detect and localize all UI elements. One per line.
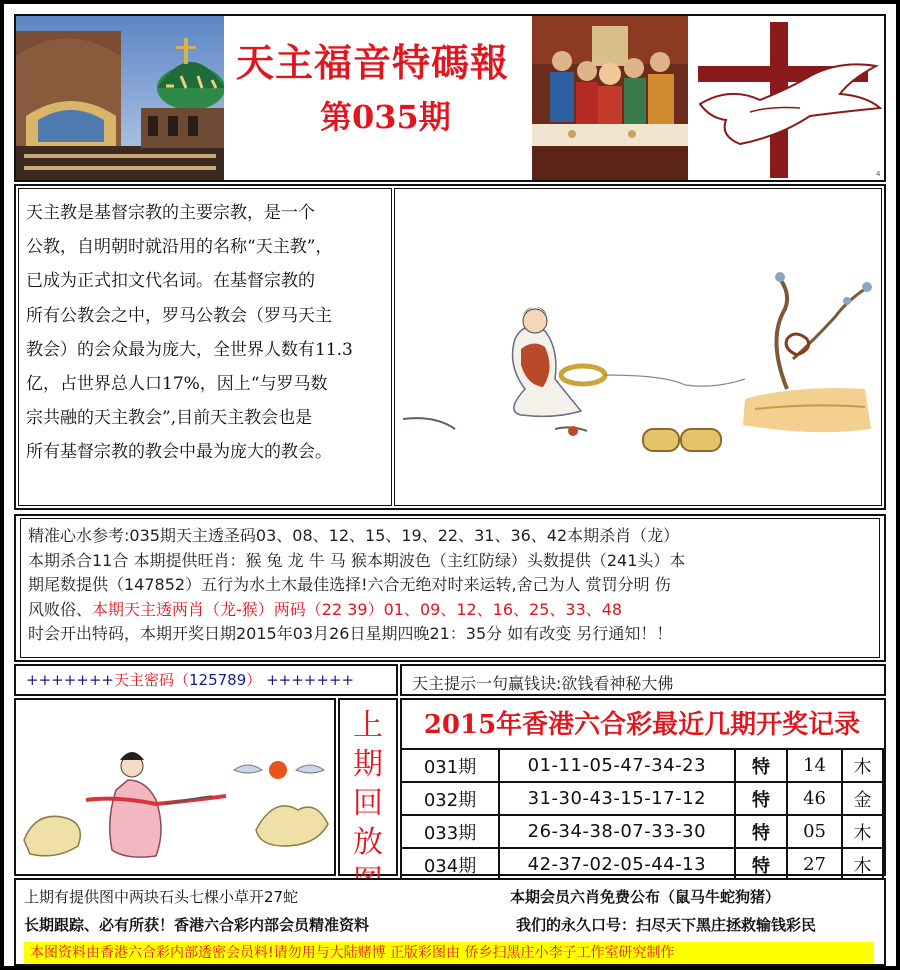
- special-label-cell: 特: [735, 782, 788, 815]
- secret-prefix: +++++++: [26, 671, 114, 689]
- intro-line: 宗共融的天主教会”,目前天主教会也是: [26, 408, 313, 429]
- period-cell: 031期: [401, 749, 499, 782]
- intro-line: 所有公教会之中，罗马公教会（罗马天主: [26, 305, 332, 326]
- footer-left-2: 长期跟踪、必有所获！香港六合彩内部会员精准资料: [24, 916, 370, 934]
- footer-right-1: 本期会员六肖免费公布（鼠马牛蛇狗猪）: [510, 888, 781, 906]
- last-issue-image-box: [14, 698, 336, 876]
- footer-highlight: 本图资料由香港六合彩内部透密会员料!请勿用与大陆赌博 正版彩图由 侨乡扫黑庄小李子工作室研究制作: [24, 942, 874, 964]
- element-cell: 木: [842, 749, 883, 782]
- info-text-highlight: 本期天主透两肖（龙-猴）两码（22 39）01、09、12、16、25、33、48: [92, 599, 623, 619]
- illustration-box: [394, 188, 882, 506]
- secret-suffix: +++++++: [266, 671, 355, 689]
- woman-weaving-illustration: [395, 189, 879, 503]
- table-row: [401, 782, 883, 815]
- intro-line: 教会）的会众最为庞大，全世界人数有11.3: [26, 339, 353, 360]
- special-number-cell: 46: [787, 782, 842, 815]
- fairy-illustration: [16, 700, 334, 874]
- records-table: [400, 748, 884, 882]
- last-issue-label: 上 期 回 放: [353, 708, 383, 860]
- element-cell: 木: [842, 815, 883, 848]
- issue-number: 第035期: [320, 98, 451, 136]
- secret-code: 125789: [189, 671, 247, 689]
- numbers-cell: 31-30-43-15-17-12: [499, 782, 735, 815]
- table-row: [401, 815, 883, 848]
- info-line: 时会开出特码，本期开奖日期2015年03月26日星期四晚21：35分 如有改变 另行通知！！: [28, 624, 673, 643]
- last-supper-image: [532, 16, 688, 180]
- info-text: [28, 524, 884, 647]
- intro-line: 天主教是基督宗教的主要宗教，是一个: [26, 203, 315, 223]
- numbers-cell: 01-11-05-47-34-23: [499, 749, 735, 782]
- intro-line: 亿，占世界总人口17%，因上“与罗马数: [26, 374, 328, 395]
- page: [4, 4, 896, 966]
- secret-close: ）: [246, 671, 262, 689]
- secret-label: 天主密码（: [113, 671, 189, 689]
- special-label-cell: 特: [735, 749, 788, 782]
- svg-text:4: 4: [876, 170, 881, 178]
- special-number-cell: 14: [787, 749, 842, 782]
- special-number-cell: 05: [787, 815, 842, 848]
- church-image: [16, 16, 224, 180]
- special-label-cell: 特: [735, 815, 788, 848]
- footer-right-2: 我们的永久口号：扫尽天下黑庄拯救输钱彩民: [516, 916, 817, 934]
- table-row: [401, 848, 883, 881]
- element-cell: 金: [842, 782, 883, 815]
- special-number-cell: 27: [787, 848, 842, 881]
- period-cell: 032期: [401, 782, 499, 815]
- info-line: [28, 598, 884, 623]
- special-label-cell: 特: [735, 848, 788, 881]
- secret-code-bar: [26, 669, 354, 690]
- table-row: [401, 749, 883, 782]
- info-line: 精准心水参考:035期天主透圣码03、08、12、15、19、22、31、36、42本期杀肖（龙）: [28, 526, 680, 545]
- records-title: 2015年香港六合彩最近几期开奖记录: [423, 710, 861, 740]
- info-line: 本期杀合11合 本期提供旺肖：猴 兔 龙 牛 马 猴本期波色（主红防绿）头数提供（241头）本: [28, 550, 686, 570]
- intro-line: 公教，自明朝时就沿用的名称“天主教”，: [26, 237, 333, 258]
- intro-line: 所有基督宗教的教会中最为庞大的教会。: [26, 442, 332, 463]
- intro-text: [26, 196, 386, 470]
- intro-line: 已成为正式扣文代名词。在基督宗教的: [26, 271, 315, 292]
- numbers-cell: 26-34-38-07-33-30: [499, 815, 735, 848]
- numbers-cell: 42-37-02-05-44-13: [499, 848, 735, 881]
- period-cell: 033期: [401, 815, 499, 848]
- cross-dove-image: [690, 16, 884, 180]
- info-line: 期尾数提供（147852）五行为水土木最佳选择!六合无绝对时来运转,舍己为人 赏罚分明 伤: [28, 575, 671, 594]
- footer-left-1: 上期有提供图中两块石头七棵小草开27蛇: [24, 888, 299, 906]
- element-cell: 木: [842, 848, 883, 881]
- period-cell: 034期: [401, 848, 499, 881]
- hint-text: 天主提示一句赢钱诀:欲钱看神秘大佛: [412, 674, 674, 693]
- info-text-plain: 风败俗、: [28, 599, 93, 619]
- page-title: 天主福音特碼報: [236, 40, 510, 85]
